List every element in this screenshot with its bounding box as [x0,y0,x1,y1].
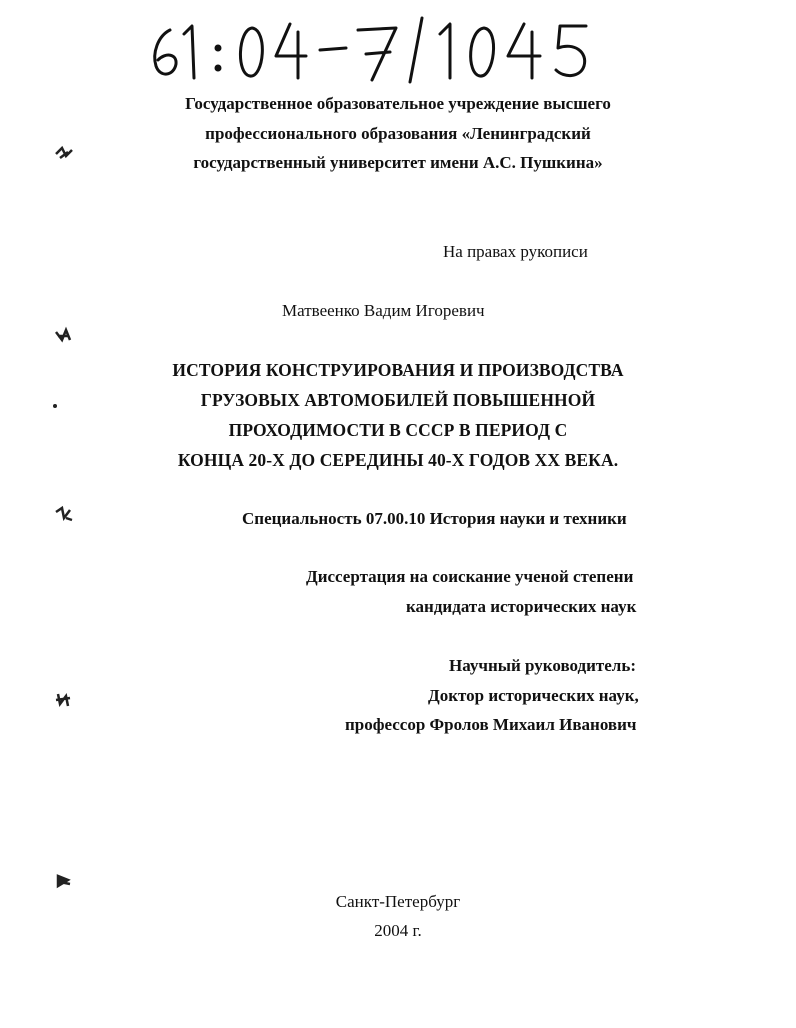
handwritten-archive-code [140,8,600,86]
title-line-4: КОНЦА 20-Х ДО СЕРЕДИНЫ 40-Х ГОДОВ XX ВЕКА. [177,450,619,470]
margin-mark-icon [52,872,76,890]
rights-note: На правах рукописи [443,242,588,261]
supervisor-degree: Доктор исторических наук, [428,686,639,705]
title-line-3: ПРОХОДИМОСТИ В СССР В ПЕРИОД С [228,420,568,440]
institution-line-3: государственный университет имени А.С. Пушкина» [193,153,603,172]
margin-mark-icon [52,326,76,344]
specialty: Специальность 07.00.10 История науки и техники [242,509,627,528]
title-line-1: ИСТОРИЯ КОНСТРУИРОВАНИЯ И ПРОИЗВОДСТВА [172,360,624,380]
city: Санкт-Петербург [335,892,461,911]
institution-line-2: профессионального образования «Ленинградский [205,124,591,143]
supervisor-label: Научный руководитель: [449,656,636,675]
supervisor-name: профессор Фролов Михаил Иванович [345,715,637,734]
year: 2004 г. [374,921,422,940]
dissertation-line-2: кандидата исторических наук [406,597,637,616]
margin-mark-icon [52,504,76,522]
title-line-2: ГРУЗОВЫХ АВТОМОБИЛЕЙ ПОВЫШЕННОЙ [200,390,596,410]
author-name: Матвеенко Вадим Игоревич [282,301,485,320]
institution-line-1: Государственное образовательное учреждение высшего [185,94,611,113]
margin-mark-icon [52,690,76,708]
dissertation-line-1: Диссертация на соискание ученой степени [306,567,634,586]
